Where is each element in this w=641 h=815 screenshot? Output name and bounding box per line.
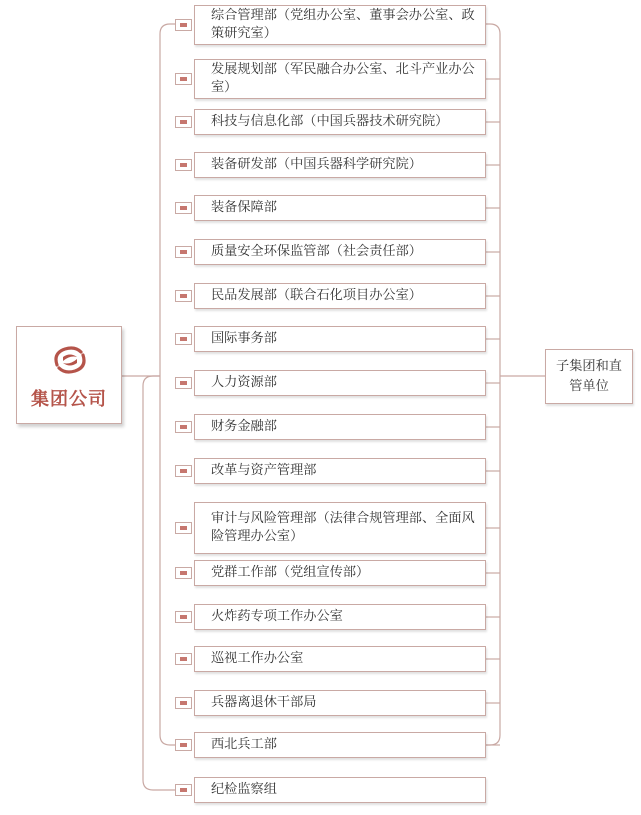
department-box[interactable]: [194, 59, 486, 99]
connector-marker-icon: [175, 202, 192, 214]
connector-marker-icon: [175, 567, 192, 579]
department-box[interactable]: [194, 239, 486, 265]
connector-marker-icon: [175, 611, 192, 623]
department-label: 纪检监察组: [211, 782, 277, 797]
department-box[interactable]: [194, 458, 486, 484]
root-label: 集团公司: [31, 389, 107, 410]
department-box[interactable]: [194, 777, 486, 803]
department-box[interactable]: [194, 646, 486, 672]
connector-marker-icon: [175, 19, 192, 31]
department-label: 人力资源部: [211, 375, 277, 390]
connector-marker-icon: [175, 739, 192, 751]
department-box[interactable]: [194, 152, 486, 178]
connector-marker-icon: [175, 653, 192, 665]
connector-marker-icon: [175, 465, 192, 477]
department-label: 巡视工作办公室: [211, 651, 304, 666]
connector-marker-icon: [175, 784, 192, 796]
department-box[interactable]: [194, 5, 486, 45]
department-label: 火炸药专项工作办公室: [211, 609, 343, 624]
connector-marker-icon: [175, 73, 192, 85]
department-label: 西北兵工部: [211, 737, 277, 752]
department-label: 兵器离退休干部局: [211, 695, 317, 710]
connector-marker-icon: [175, 421, 192, 433]
subsidiaries-node[interactable]: [545, 349, 633, 404]
connector-marker-icon: [175, 522, 192, 534]
company-logo-icon: [51, 343, 89, 377]
department-label: 装备保障部: [211, 200, 277, 215]
department-label: 质量安全环保监管部（社会责任部）: [211, 244, 422, 259]
department-label: 国际事务部: [211, 331, 277, 346]
department-label: 科技与信息化部（中国兵器技术研究院）: [211, 114, 449, 129]
department-label: 审计与风险管理部（法律合规管理部、全面风险管理办公室）: [211, 511, 475, 544]
department-label: 综合管理部（党组办公室、董事会办公室、政策研究室）: [211, 8, 475, 41]
department-box[interactable]: [194, 195, 486, 221]
department-box[interactable]: [194, 560, 486, 586]
connector-marker-icon: [175, 290, 192, 302]
connector-marker-icon: [175, 116, 192, 128]
department-box[interactable]: [194, 690, 486, 716]
department-label: 改革与资产管理部: [211, 463, 317, 478]
department-box[interactable]: [194, 283, 486, 309]
department-label: 装备研发部（中国兵器科学研究院）: [211, 157, 422, 172]
department-box[interactable]: [194, 732, 486, 758]
department-box[interactable]: [194, 502, 486, 554]
connector-marker-icon: [175, 377, 192, 389]
department-label: 党群工作部（党组宣传部）: [211, 565, 370, 580]
department-box[interactable]: [194, 414, 486, 440]
connector-marker-icon: [175, 159, 192, 171]
connector-marker-icon: [175, 246, 192, 258]
root-node[interactable]: [16, 326, 122, 424]
subsidiaries-label: 子集团和直管单位: [556, 358, 622, 394]
department-box[interactable]: [194, 326, 486, 352]
connector-marker-icon: [175, 697, 192, 709]
department-label: 民品发展部（联合石化项目办公室）: [211, 288, 422, 303]
connector-marker-icon: [175, 333, 192, 345]
department-box[interactable]: [194, 370, 486, 396]
department-box[interactable]: [194, 109, 486, 135]
department-label: 发展规划部（军民融合办公室、北斗产业办公室）: [211, 62, 475, 95]
department-label: 财务金融部: [211, 419, 277, 434]
department-box[interactable]: [194, 604, 486, 630]
